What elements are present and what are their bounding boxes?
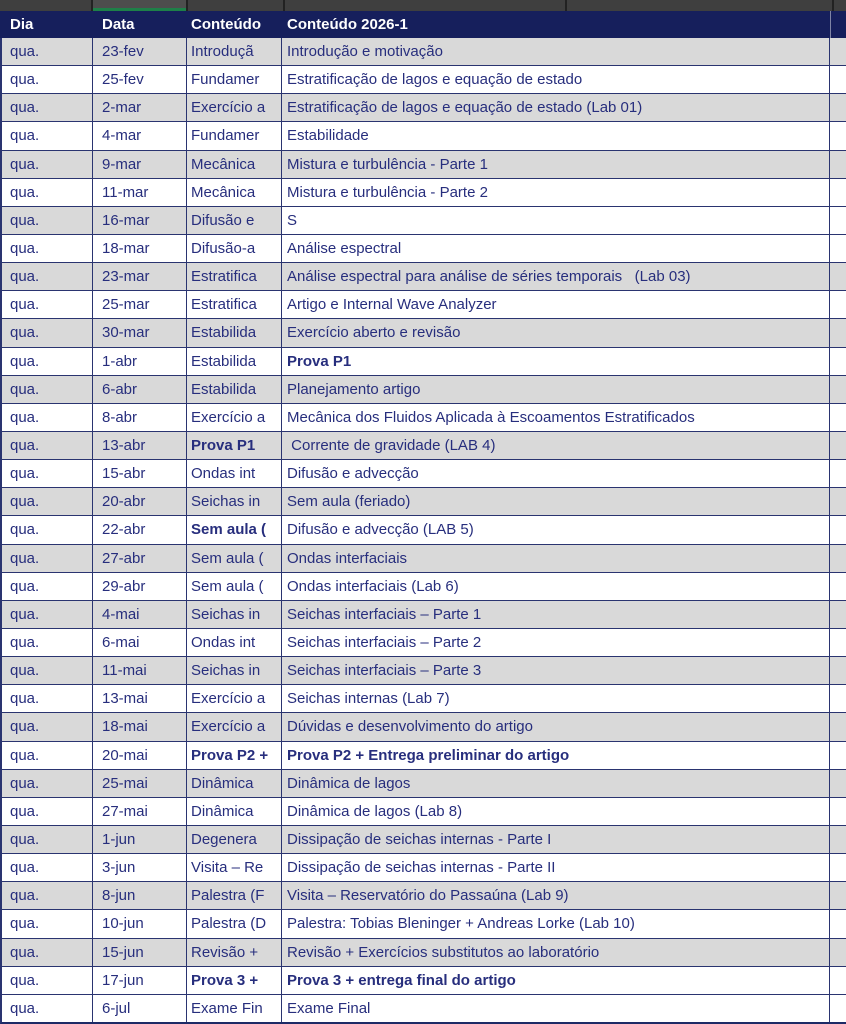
cell-conteudo-2026-1[interactable]: Sem aula (feriado) (282, 488, 830, 515)
cell-conteudo[interactable]: Estabilida (187, 319, 282, 346)
cell-conteudo[interactable]: Sem aula ( (187, 516, 282, 543)
cell-extra[interactable] (830, 770, 846, 797)
table-row (0, 516, 846, 544)
column-separator[interactable] (283, 0, 285, 11)
cell-dia[interactable]: qua. (2, 263, 93, 290)
cell-dia[interactable]: qua. (2, 179, 93, 206)
cell-dia[interactable]: qua. (2, 488, 93, 515)
cell-conteudo-2026-1[interactable]: S (282, 207, 830, 234)
cell-conteudo-2026-1[interactable]: Estabilidade (282, 122, 830, 149)
cell-conteudo[interactable]: Seichas in (187, 601, 282, 628)
cell-dia[interactable]: qua. (2, 854, 93, 881)
cell-dia[interactable]: qua. (2, 629, 93, 656)
cell-data[interactable]: 13-abr (93, 432, 187, 459)
cell-conteudo-2026-1[interactable]: Difusão e advecção (LAB 5) (282, 516, 830, 543)
cell-conteudo-2026-1[interactable]: Revisão + Exercícios substitutos ao laboratório (282, 939, 830, 966)
cell-data[interactable]: 8-abr (93, 404, 187, 431)
table-row (0, 404, 846, 432)
cell-conteudo-2026-1[interactable]: Difusão e advecção (282, 460, 830, 487)
table-row (0, 657, 846, 685)
cell-conteudo[interactable]: Fundamer (187, 66, 282, 93)
cell-data[interactable]: 6-mai (93, 629, 187, 656)
cell-conteudo-2026-1[interactable]: Ondas interfaciais (Lab 6) (282, 573, 830, 600)
cell-dia[interactable]: qua. (2, 376, 93, 403)
table-row (0, 601, 846, 629)
cell-conteudo-2026-1[interactable]: Exame Final (282, 995, 830, 1022)
cell-data[interactable]: 11-mai (93, 657, 187, 684)
table-row (0, 38, 846, 66)
cell-dia[interactable]: qua. (2, 404, 93, 431)
cell-conteudo-2026-1[interactable]: Dissipação de seichas internas - Parte I (282, 826, 830, 853)
cell-data[interactable]: 9-mar (93, 151, 187, 178)
cell-dia[interactable]: qua. (2, 657, 93, 684)
cell-dia[interactable]: qua. (2, 713, 93, 740)
cell-conteudo[interactable]: Fundamer (187, 122, 282, 149)
cell-conteudo-2026-1[interactable]: Visita – Reservatório do Passaúna (Lab 9) (282, 882, 830, 909)
table-row (0, 348, 846, 376)
cell-dia[interactable]: qua. (2, 207, 93, 234)
cell-conteudo-2026-1[interactable]: Ondas interfaciais (282, 545, 830, 572)
cell-dia[interactable]: qua. (2, 38, 93, 65)
cell-data[interactable]: 18-mai (93, 713, 187, 740)
cell-conteudo-2026-1[interactable]: Planejamento artigo (282, 376, 830, 403)
cell-conteudo[interactable]: Exercício a (187, 94, 282, 121)
cell-dia[interactable]: qua. (2, 151, 93, 178)
cell-conteudo-2026-1[interactable]: Introdução e motivação (282, 38, 830, 65)
cell-dia[interactable]: qua. (2, 995, 93, 1022)
cell-extra[interactable] (830, 263, 846, 290)
cell-conteudo[interactable]: Ondas int (187, 629, 282, 656)
selected-column-indicator[interactable] (93, 0, 186, 11)
cell-data[interactable]: 23-mar (93, 263, 187, 290)
table-row (0, 376, 846, 404)
cell-dia[interactable]: qua. (2, 798, 93, 825)
cell-conteudo-2026-1[interactable]: Mistura e turbulência - Parte 1 (282, 151, 830, 178)
cell-conteudo-2026-1[interactable]: Seichas internas (Lab 7) (282, 685, 830, 712)
table-row (0, 967, 846, 995)
cell-extra[interactable] (830, 685, 846, 712)
table-row (0, 460, 846, 488)
cell-conteudo[interactable]: Revisão + (187, 939, 282, 966)
column-separator[interactable] (832, 0, 834, 11)
cell-data[interactable]: 29-abr (93, 573, 187, 600)
cell-conteudo-2026-1[interactable]: Seichas interfaciais – Parte 2 (282, 629, 830, 656)
table-row (0, 685, 846, 713)
cell-data[interactable]: 6-jul (93, 995, 187, 1022)
cell-conteudo[interactable]: Ondas int (187, 460, 282, 487)
cell-extra[interactable] (830, 488, 846, 515)
table-row (0, 122, 846, 150)
header-data[interactable]: Data (102, 16, 135, 33)
table-row (0, 826, 846, 854)
table-row (0, 798, 846, 826)
table-row (0, 910, 846, 938)
cell-extra[interactable] (830, 516, 846, 543)
table-row (0, 770, 846, 798)
cell-extra[interactable] (830, 291, 846, 318)
cell-conteudo[interactable]: Estratifica (187, 291, 282, 318)
cell-extra[interactable] (830, 66, 846, 93)
cell-extra[interactable] (830, 151, 846, 178)
cell-extra[interactable] (830, 939, 846, 966)
cell-extra[interactable] (830, 798, 846, 825)
cell-conteudo[interactable]: Palestra (F (187, 882, 282, 909)
header-dia[interactable]: Dia (10, 16, 34, 33)
cell-conteudo[interactable]: Seichas in (187, 657, 282, 684)
cell-data[interactable]: 15-abr (93, 460, 187, 487)
cell-conteudo[interactable]: Difusão-a (187, 235, 282, 262)
cell-conteudo-2026-1[interactable]: Análise espectral para análise de séries temporais (Lab 03) (282, 263, 830, 290)
cell-dia[interactable]: qua. (2, 939, 93, 966)
table-row (0, 432, 846, 460)
table-row (0, 179, 846, 207)
cell-conteudo[interactable]: Sem aula ( (187, 573, 282, 600)
cell-extra[interactable] (830, 657, 846, 684)
cell-conteudo[interactable]: Prova P1 (187, 432, 282, 459)
cell-data[interactable]: 1-jun (93, 826, 187, 853)
cell-extra[interactable] (830, 38, 846, 65)
cell-conteudo[interactable]: Estabilida (187, 348, 282, 375)
cell-conteudo-2026-1[interactable]: Análise espectral (282, 235, 830, 262)
cell-conteudo-2026-1[interactable]: Corrente de gravidade (LAB 4) (282, 432, 830, 459)
cell-conteudo[interactable]: Exercício a (187, 713, 282, 740)
cell-conteudo-2026-1[interactable]: Mistura e turbulência - Parte 2 (282, 179, 830, 206)
cell-extra[interactable] (830, 967, 846, 994)
cell-conteudo-2026-1[interactable]: Palestra: Tobias Bleninger + Andreas Lorke (Lab 10) (282, 910, 830, 937)
cell-dia[interactable]: qua. (2, 291, 93, 318)
cell-extra[interactable] (830, 179, 846, 206)
cell-extra[interactable] (830, 545, 846, 572)
cell-conteudo[interactable]: Exercício a (187, 685, 282, 712)
cell-dia[interactable]: qua. (2, 967, 93, 994)
cell-dia[interactable]: qua. (2, 910, 93, 937)
cell-dia[interactable]: qua. (2, 770, 93, 797)
table-row (0, 235, 846, 263)
cell-conteudo-2026-1[interactable]: Seichas interfaciais – Parte 1 (282, 601, 830, 628)
cell-dia[interactable]: qua. (2, 742, 93, 769)
table-row (0, 263, 846, 291)
table-row (0, 573, 846, 601)
header-conteudo[interactable]: Conteúdo (191, 16, 261, 33)
cell-dia[interactable]: qua. (2, 685, 93, 712)
cell-conteudo[interactable]: Estabilida (187, 376, 282, 403)
cell-conteudo-2026-1[interactable]: Estratificação de lagos e equação de estado (Lab 01) (282, 94, 830, 121)
cell-extra[interactable] (830, 601, 846, 628)
cell-data[interactable]: 27-mai (93, 798, 187, 825)
cell-conteudo[interactable]: Visita – Re (187, 854, 282, 881)
cell-extra[interactable] (830, 376, 846, 403)
cell-conteudo[interactable]: Exame Fin (187, 995, 282, 1022)
cell-conteudo-2026-1[interactable]: Exercício aberto e revisão (282, 319, 830, 346)
cell-conteudo-2026-1[interactable]: Artigo e Internal Wave Analyzer (282, 291, 830, 318)
table-row (0, 207, 846, 235)
cell-extra[interactable] (830, 404, 846, 431)
cell-extra[interactable] (830, 882, 846, 909)
cell-dia[interactable]: qua. (2, 545, 93, 572)
cell-conteudo-2026-1[interactable]: Dinâmica de lagos (282, 770, 830, 797)
cell-extra[interactable] (830, 94, 846, 121)
cell-conteudo[interactable]: Exercício a (187, 404, 282, 431)
cell-extra[interactable] (830, 854, 846, 881)
table-header-row (0, 11, 846, 38)
cell-dia[interactable]: qua. (2, 516, 93, 543)
table-row (0, 488, 846, 516)
cell-extra[interactable] (830, 826, 846, 853)
cell-conteudo[interactable]: Prova 3 + (187, 967, 282, 994)
table-row (0, 854, 846, 882)
cell-conteudo-2026-1[interactable]: Dinâmica de lagos (Lab 8) (282, 798, 830, 825)
column-separator[interactable] (565, 0, 567, 11)
cell-conteudo[interactable]: Dinâmica (187, 770, 282, 797)
cell-data[interactable]: 10-jun (93, 910, 187, 937)
cell-extra[interactable] (830, 713, 846, 740)
table-row (0, 713, 846, 741)
cell-data[interactable]: 4-mar (93, 122, 187, 149)
cell-conteudo-2026-1[interactable]: Dissipação de seichas internas - Parte II (282, 854, 830, 881)
cell-data[interactable]: 3-jun (93, 854, 187, 881)
cell-dia[interactable]: qua. (2, 94, 93, 121)
cell-data[interactable]: 13-mai (93, 685, 187, 712)
header-extra-column[interactable] (830, 11, 846, 38)
header-conteudo-2026-1[interactable]: Conteúdo 2026-1 (287, 16, 408, 33)
cell-extra[interactable] (830, 629, 846, 656)
cell-data[interactable]: 25-mai (93, 770, 187, 797)
cell-conteudo[interactable]: Dinâmica (187, 798, 282, 825)
cell-conteudo[interactable]: Introduçã (187, 38, 282, 65)
cell-conteudo[interactable]: Degenera (187, 826, 282, 853)
table-row (0, 319, 846, 347)
cell-dia[interactable]: qua. (2, 826, 93, 853)
cell-extra[interactable] (830, 432, 846, 459)
cell-extra[interactable] (830, 995, 846, 1022)
cell-dia[interactable]: qua. (2, 573, 93, 600)
cell-data[interactable]: 27-abr (93, 545, 187, 572)
cell-data[interactable]: 20-mai (93, 742, 187, 769)
cell-conteudo[interactable]: Seichas in (187, 488, 282, 515)
table-row (0, 545, 846, 573)
cell-dia[interactable]: qua. (2, 432, 93, 459)
cell-data[interactable]: 22-abr (93, 516, 187, 543)
cell-extra[interactable] (830, 910, 846, 937)
cell-data[interactable]: 4-mai (93, 601, 187, 628)
column-header-strip[interactable] (0, 0, 846, 11)
cell-data[interactable]: 25-mar (93, 291, 187, 318)
table-body (0, 38, 846, 1024)
cell-data[interactable]: 25-fev (93, 66, 187, 93)
cell-extra[interactable] (830, 573, 846, 600)
cell-extra[interactable] (830, 207, 846, 234)
cell-conteudo-2026-1[interactable]: Prova P2 + Entrega preliminar do artigo (282, 742, 830, 769)
table-row (0, 151, 846, 179)
cell-data[interactable]: 2-mar (93, 94, 187, 121)
cell-dia[interactable]: qua. (2, 460, 93, 487)
cell-data[interactable]: 18-mar (93, 235, 187, 262)
cell-dia[interactable]: qua. (2, 348, 93, 375)
column-separator[interactable] (186, 0, 188, 11)
cell-conteudo[interactable]: Estratifica (187, 263, 282, 290)
table-row (0, 939, 846, 967)
cell-data[interactable]: 30-mar (93, 319, 187, 346)
cell-conteudo-2026-1[interactable]: Estratificação de lagos e equação de estado (282, 66, 830, 93)
cell-conteudo-2026-1[interactable]: Prova 3 + entrega final do artigo (282, 967, 830, 994)
cell-data[interactable]: 17-jun (93, 967, 187, 994)
cell-dia[interactable]: qua. (2, 882, 93, 909)
cell-data[interactable]: 15-jun (93, 939, 187, 966)
cell-conteudo-2026-1[interactable]: Mecânica dos Fluidos Aplicada à Escoamentos Estratificados (282, 404, 830, 431)
cell-conteudo[interactable]: Difusão e (187, 207, 282, 234)
cell-data[interactable]: 23-fev (93, 38, 187, 65)
cell-conteudo-2026-1[interactable]: Prova P1 (282, 348, 830, 375)
table-row (0, 291, 846, 319)
table-row (0, 94, 846, 122)
table-row (0, 742, 846, 770)
table-row (0, 66, 846, 94)
cell-dia[interactable]: qua. (2, 122, 93, 149)
cell-conteudo[interactable]: Prova P2 + (187, 742, 282, 769)
cell-dia[interactable]: qua. (2, 601, 93, 628)
cell-extra[interactable] (830, 235, 846, 262)
cell-dia[interactable]: qua. (2, 66, 93, 93)
cell-conteudo-2026-1[interactable]: Dúvidas e desenvolvimento do artigo (282, 713, 830, 740)
table-row (0, 882, 846, 910)
cell-conteudo[interactable]: Palestra (D (187, 910, 282, 937)
cell-data[interactable]: 11-mar (93, 179, 187, 206)
cell-data[interactable]: 1-abr (93, 348, 187, 375)
cell-data[interactable]: 8-jun (93, 882, 187, 909)
cell-extra[interactable] (830, 319, 846, 346)
cell-conteudo[interactable]: Sem aula ( (187, 545, 282, 572)
cell-data[interactable]: 16-mar (93, 207, 187, 234)
cell-extra[interactable] (830, 460, 846, 487)
cell-extra[interactable] (830, 122, 846, 149)
cell-conteudo-2026-1[interactable]: Seichas interfaciais – Parte 3 (282, 657, 830, 684)
cell-extra[interactable] (830, 348, 846, 375)
cell-conteudo[interactable]: Mecânica (187, 151, 282, 178)
table-row (0, 995, 846, 1024)
cell-dia[interactable]: qua. (2, 319, 93, 346)
cell-conteudo[interactable]: Mecânica (187, 179, 282, 206)
cell-dia[interactable]: qua. (2, 235, 93, 262)
cell-data[interactable]: 6-abr (93, 376, 187, 403)
table-row (0, 629, 846, 657)
cell-data[interactable]: 20-abr (93, 488, 187, 515)
cell-extra[interactable] (830, 742, 846, 769)
